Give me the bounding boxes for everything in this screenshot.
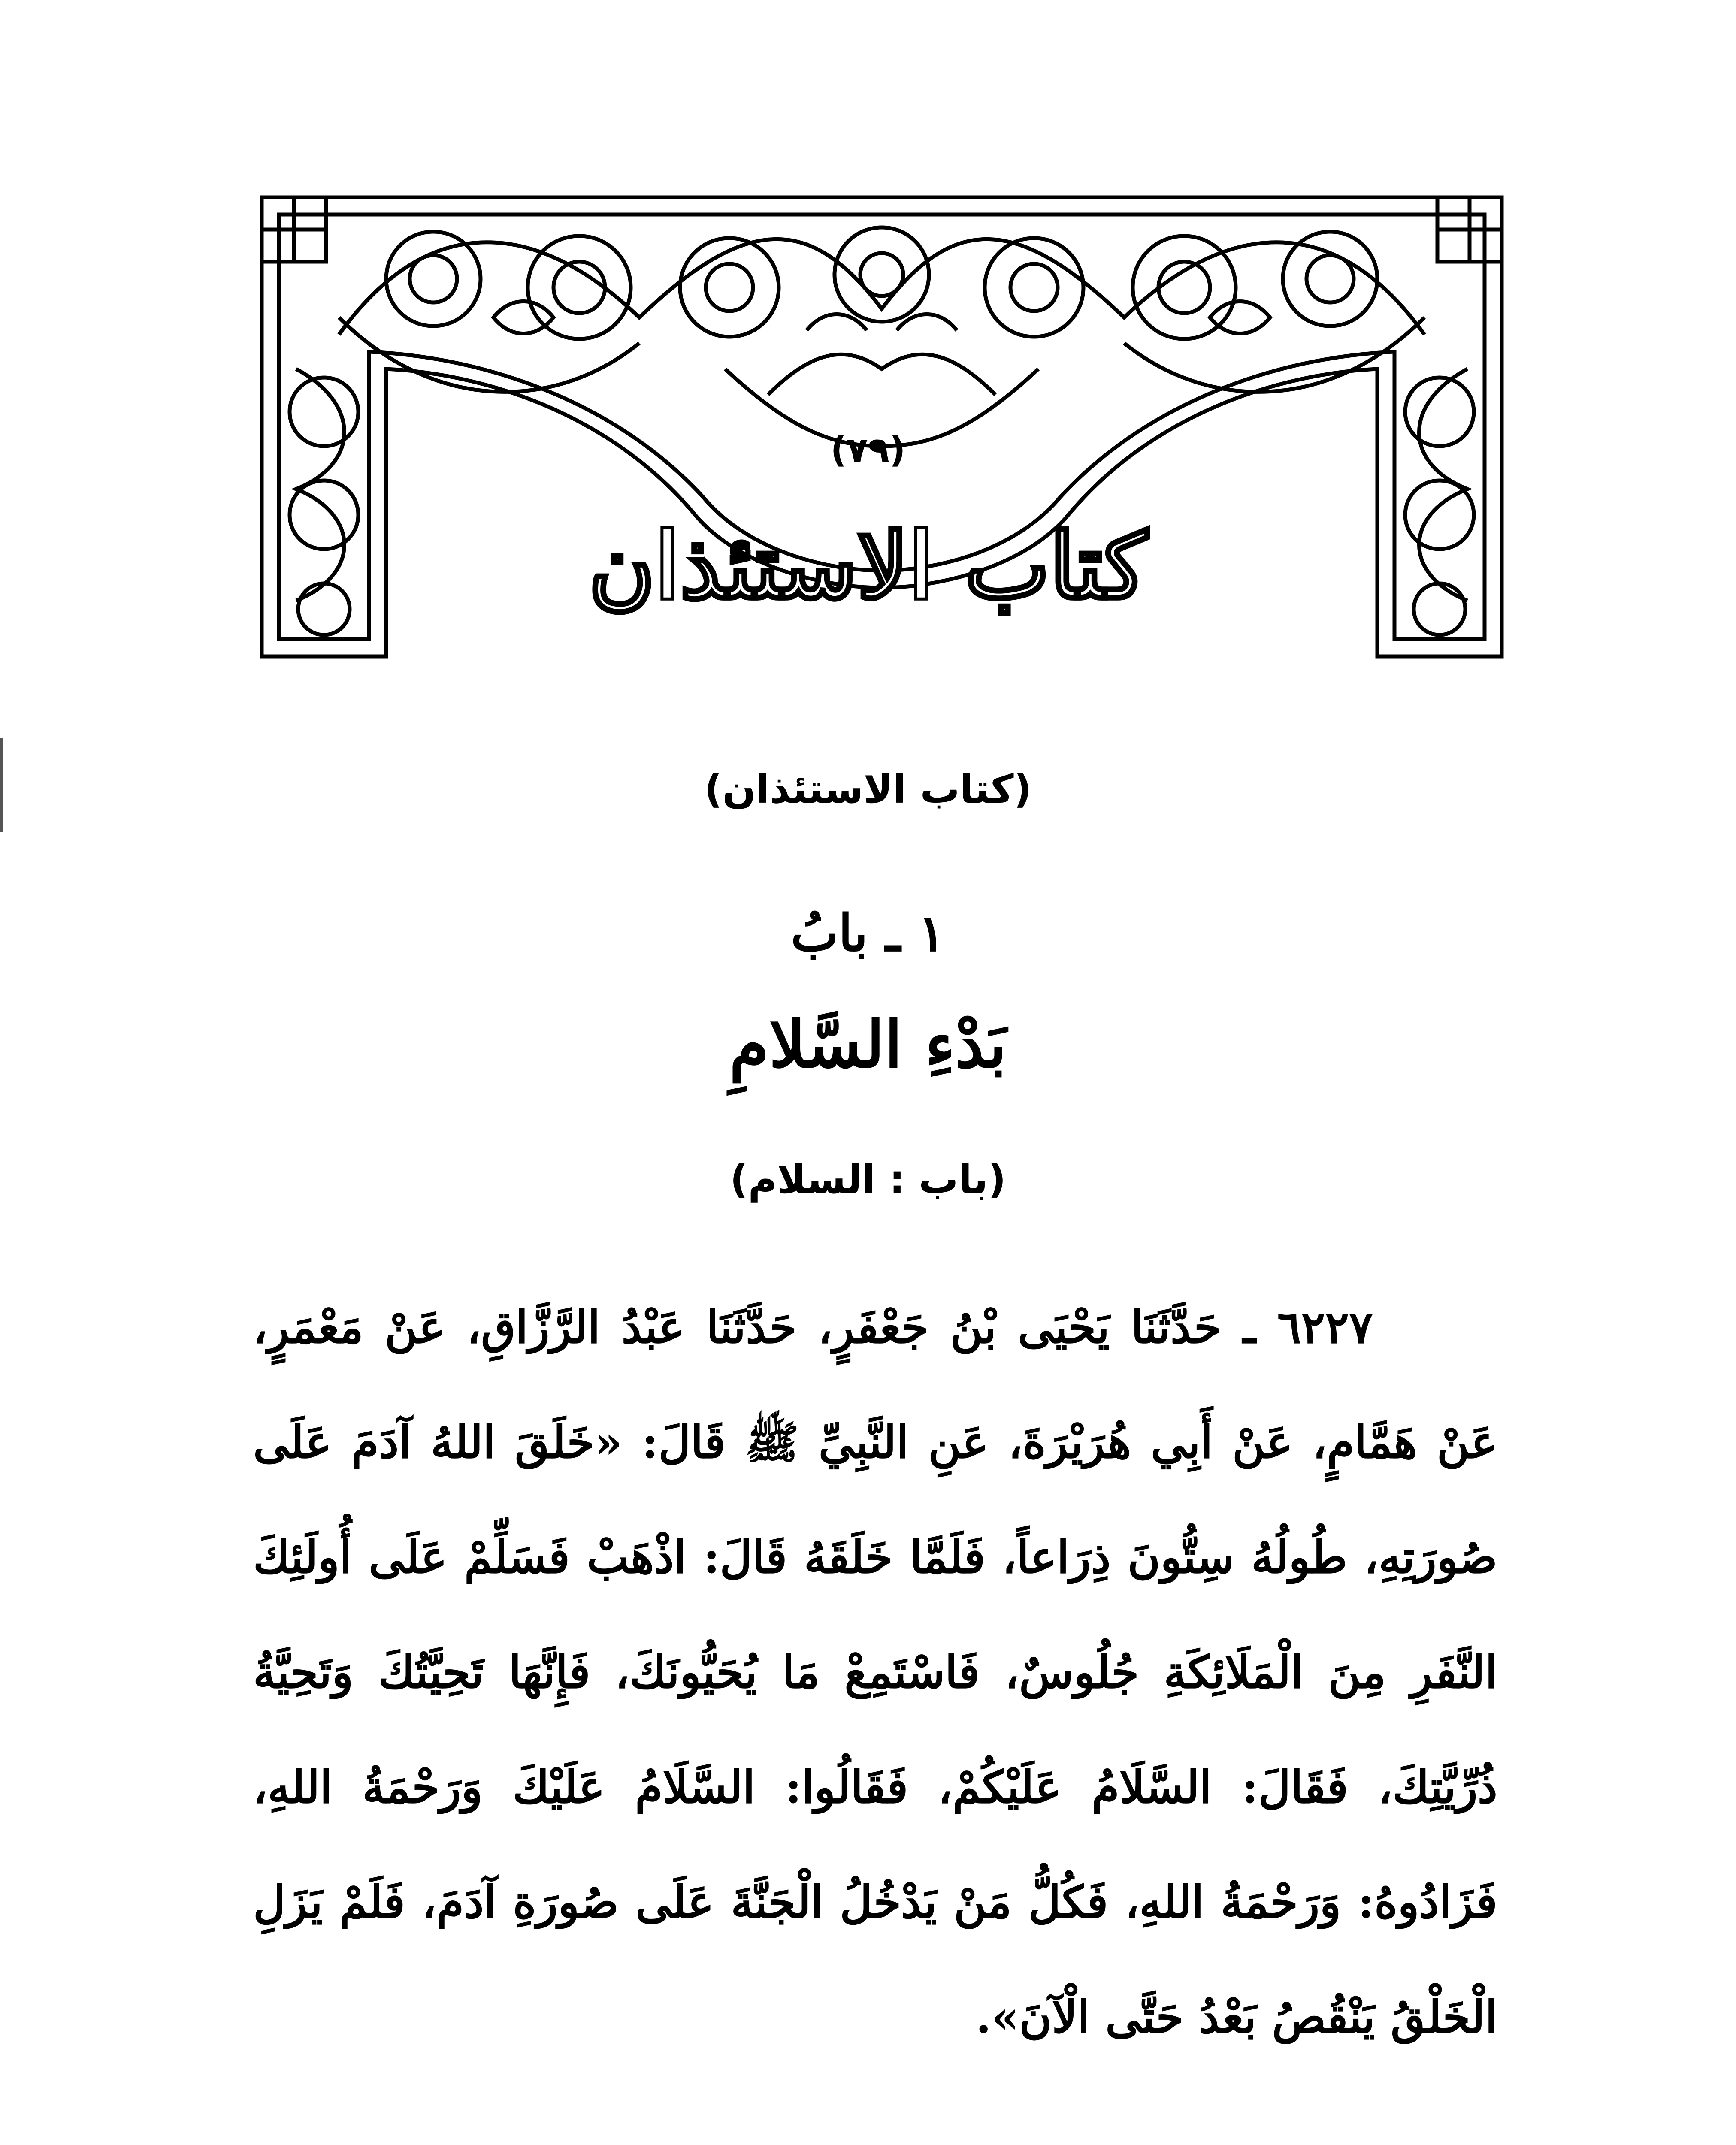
- scan-margin-mark: [0, 738, 3, 832]
- chapter-subtitle: (باب : السلام): [730, 1157, 1006, 1202]
- hadith-line: النَّفَرِ مِنَ الْمَلَائِكَةِ جُلُوسٌ، فَاسْتَمِعْ مَا يُحَيُّونَكَ، فَإِنَّهَا تَحِيَّتُكَ وَتَحِيَّةُ: [253, 1646, 1497, 1698]
- book-title-calligraphy: كتاب الاستئذان: [589, 513, 1147, 619]
- hadith-line: الْخَلْقُ يَنْقُصُ بَعْدُ حَتَّى الْآنَ».: [976, 1991, 1497, 2043]
- hadith-line: ٦٢٢٧ ـ حَدَّثَنَا يَحْيَى بْنُ جَعْفَرٍ، حَدَّثَنَا عَبْدُ الرَّزَّاقِ، عَنْ مَعْمَرٍ،: [253, 1301, 1373, 1353]
- hadith-text: [253, 1270, 1497, 2075]
- hadith-line: صُورَتِهِ، طُولُهُ سِتُّونَ ذِرَاعاً، فَلَمَّا خَلَقَهُ قَالَ: اذْهَبْ فَسَلِّمْ عَلَى أُولَئِكَ: [253, 1531, 1497, 1583]
- hadith-line: ذُرِّيَّتِكَ، فَقَالَ: السَّلَامُ عَلَيْكُمْ، فَقَالُوا: السَّلَامُ عَلَيْكَ وَرَحْمَةُ اللهِ،: [253, 1761, 1497, 1813]
- book-title: (كتاب الاستئذان): [704, 766, 1032, 812]
- chapter-title: بَدْءِ السَّلامِ: [729, 1007, 1007, 1082]
- hadith-line: فَزَادُوهُ: وَرَحْمَةُ اللهِ، فَكُلُّ مَنْ يَدْخُلُ الْجَنَّةَ عَلَى صُورَةِ آدَمَ، فَلَمْ يَزَلِ: [253, 1876, 1497, 1928]
- chapter-number: ١ ـ بابُ: [790, 903, 945, 963]
- hadith-line: عَنْ هَمَّامٍ، عَنْ أَبِي هُرَيْرَةَ، عَنِ النَّبِيِّ ﷺ قَالَ: «خَلَقَ اللهُ آدَمَ عَلَى: [253, 1416, 1497, 1468]
- book-number: (٧٩): [830, 430, 906, 471]
